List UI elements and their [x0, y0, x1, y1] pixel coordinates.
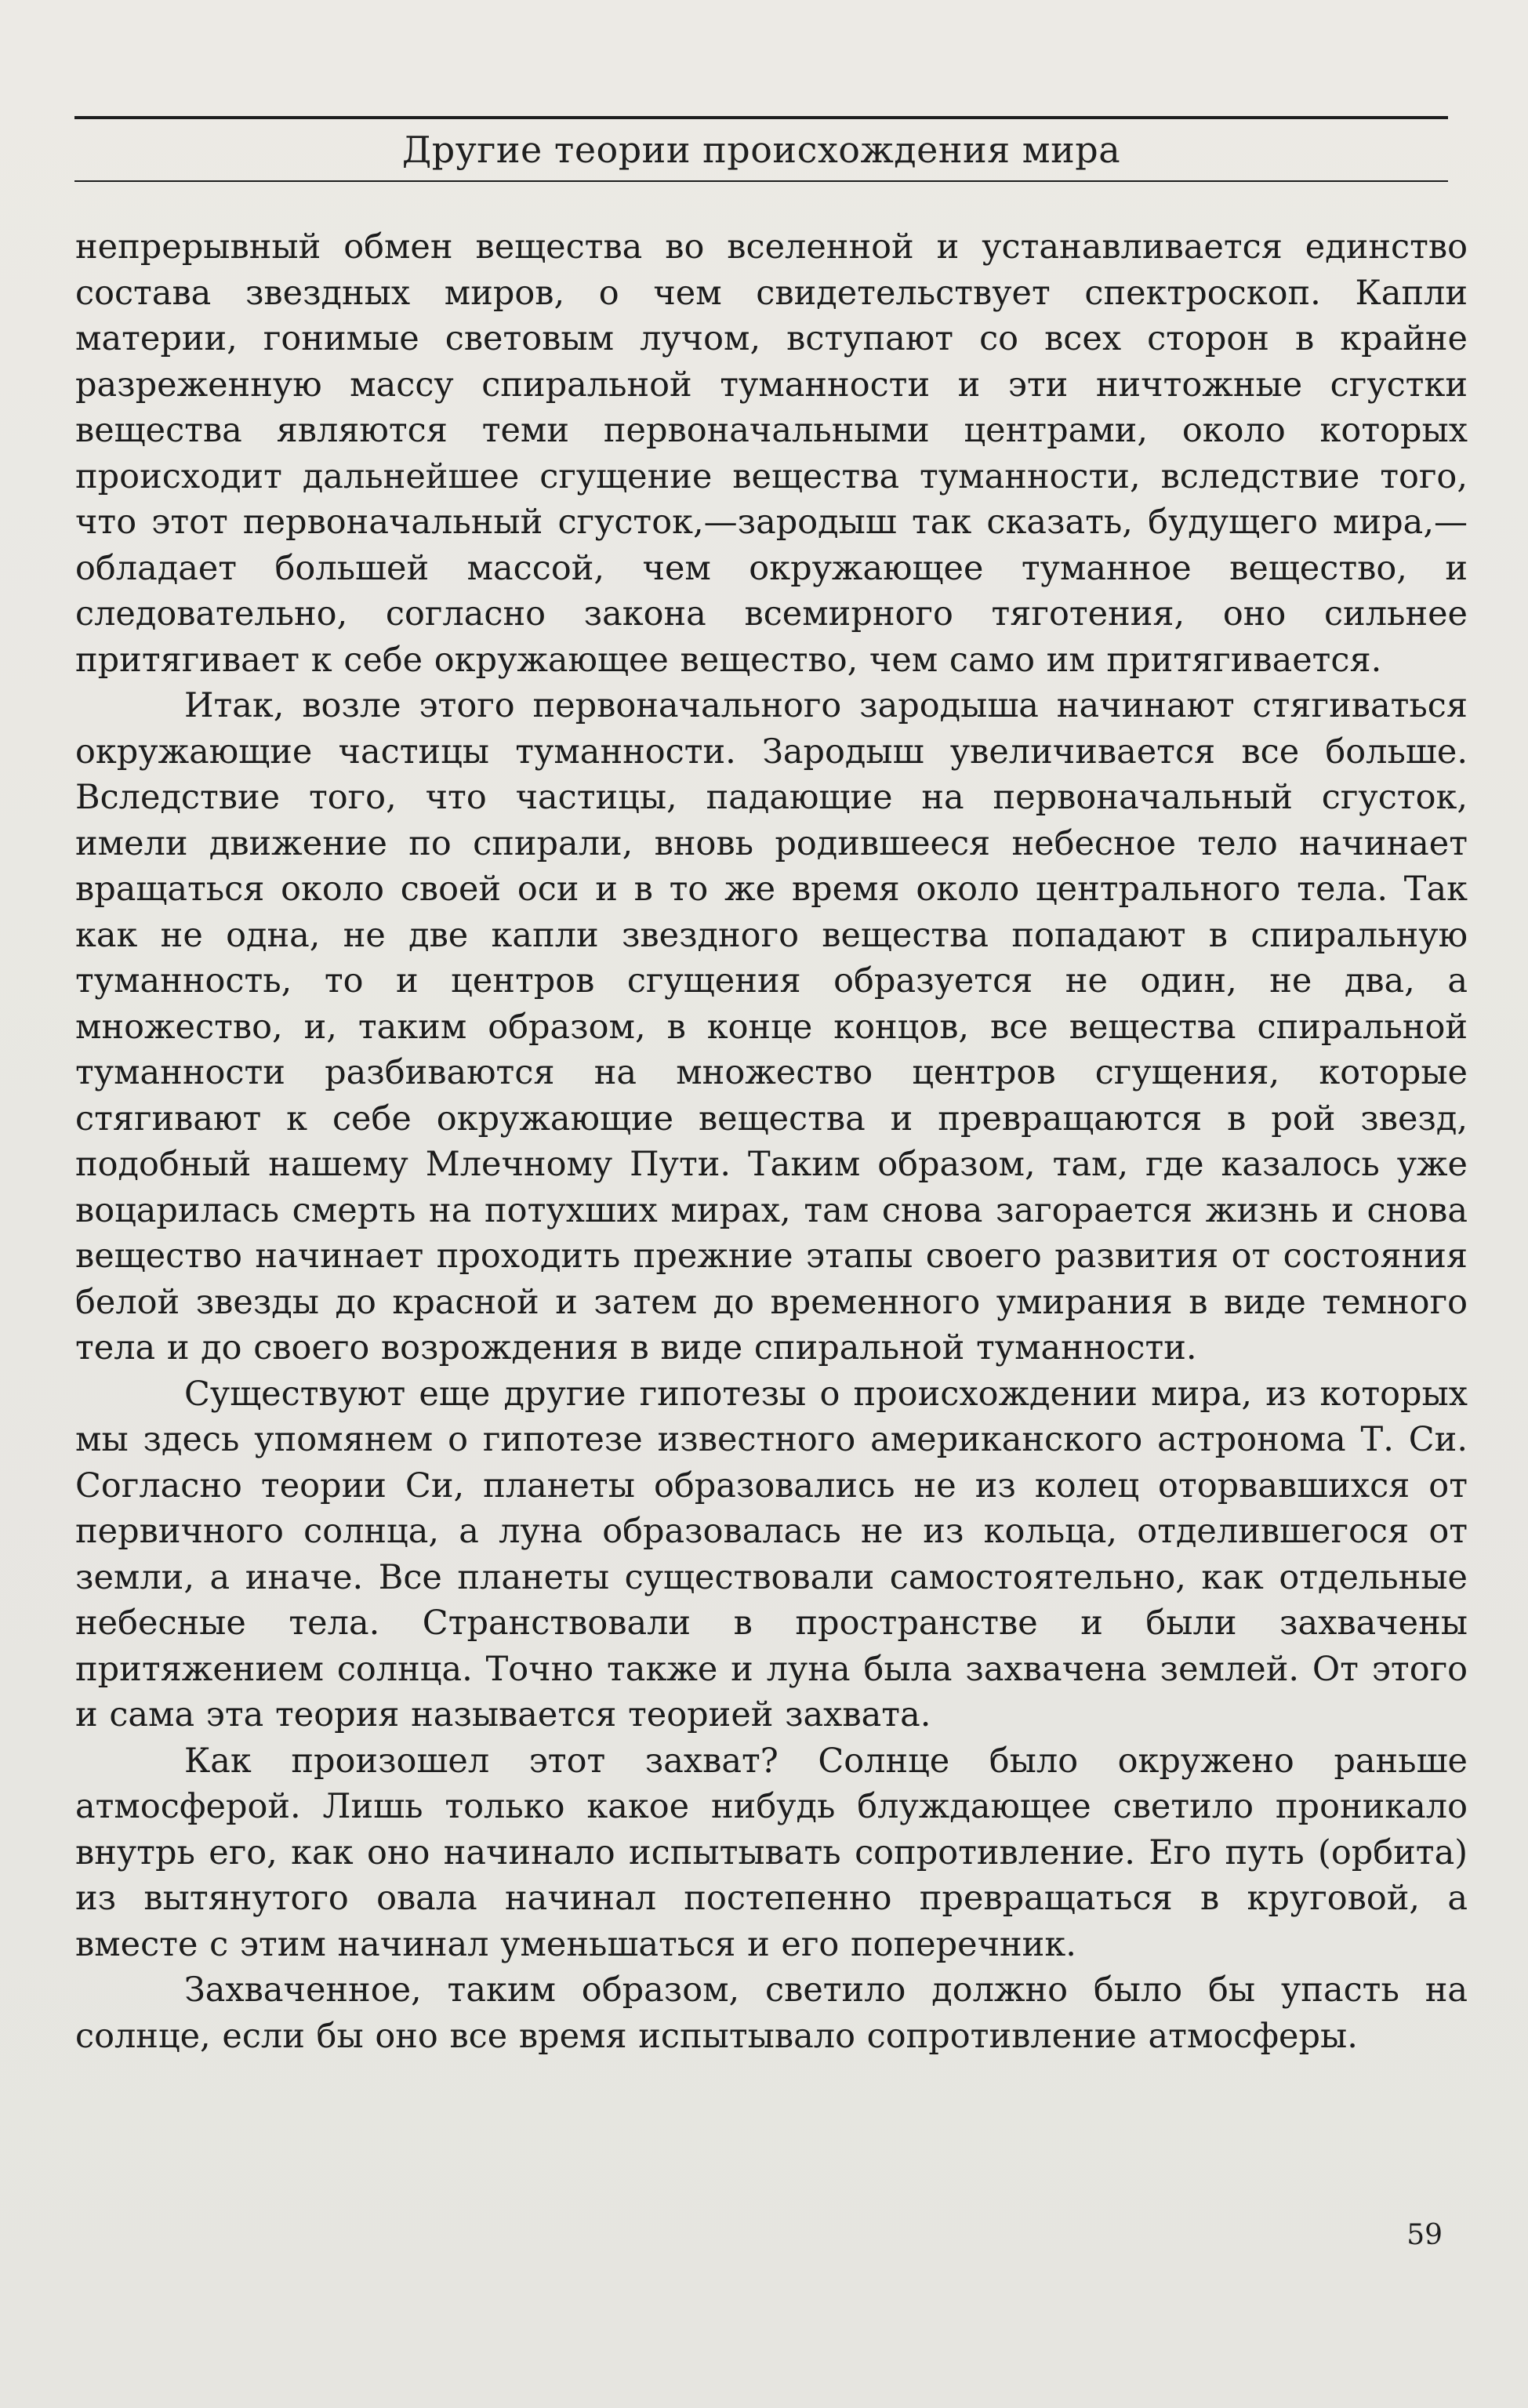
header-bottom-rule [74, 180, 1448, 182]
header-top-rule [74, 116, 1448, 119]
body-text [75, 224, 1468, 2059]
paragraph-2: Итак, возле этого первоначального зародыша начинают стягиваться окружающие частицы туманности. Зародыш увеличивается все больше. Вследствие того, что частицы, падающие на первоначальный сгусток, имели движение по спирали, вновь родившееся небесное тело начинает вращаться около своей оси и в то же время около центрального тела. Так как не одна, не две капли звездного вещества попадают в спиральную туманность, то и центров сгущения образуется не один, не два, а множество, и, таким образом, в конце концов, все вещества спиральной туманности разбиваются на множество центров сгущения, которые стягивают к себе окружающие вещества и превращаются в рой звезд, подобный нашему Млечному Пути. Таким образом, там, где казалось уже воцарилась смерть на потухших мирах, там снова загорается жизнь и снова вещество начинает проходить прежние этапы своего развития от состояния белой звезды до красной и затем до временного умирания в виде темного тела и до своего возрождения в виде спиральной туманности. [75, 686, 1468, 1367]
paragraph-4: Как произошел этот захват? Солнце было окружено раньше атмосферой. Лишь только какое нибудь блуждающее светило проникало внутрь его, как оно начинало испытывать сопротивление. Его путь (орбита) из вытянутого овала начинал постепенно превращаться в круговой, а вместе с этим начинал уменьшаться и его поперечник. [75, 1741, 1468, 1964]
paragraph-3: Существуют еще другие гипотезы о происхождении мира, из которых мы здесь упомянем о гипотезе известного американского астронома Т. Си. Согласно теории Си, планеты образовались не из колец оторвавшихся от первичного солнца, а луна образовалась не из кольца, отделившегося от земли, а иначе. Все планеты существовали самостоятельно, как отдельные небесные тела. Странствовали в пространстве и были захвачены притяжением солнца. Точно также и луна была захвачена землей. От этого и сама эта теория называется теорией захвата. [75, 1374, 1468, 1734]
paragraph-1: непрерывный обмен вещества во вселенной и устанавливается единство состава звездных миров, о чем свидетельствует спектроскоп. Капли материи, гонимые световым лучом, вступают со всех сторон в крайне разреженную массу спиральной туманности и эти ничтожные сгустки вещества являются теми первоначальными центрами, около которых происходит дальнейшее сгущение вещества туманности, вследствие того, что этот первоначальный сгусток,—зародыш так сказать, будущего мира,—обладает большей массой, чем окружающее туманное вещество, и следовательно, согласно закона всемирного тяготения, оно сильнее притягивает к себе окружающее вещество, чем само им притягивается. [75, 227, 1468, 680]
running-head-title: Другие теории происхождения мира [401, 129, 1121, 171]
page-number: 59 [1406, 2219, 1443, 2251]
paragraph-5: Захваченное, таким образом, светило должно было бы упасть на солнце, если бы оно все время испытывало сопротивление атмосферы. [75, 1970, 1468, 2056]
